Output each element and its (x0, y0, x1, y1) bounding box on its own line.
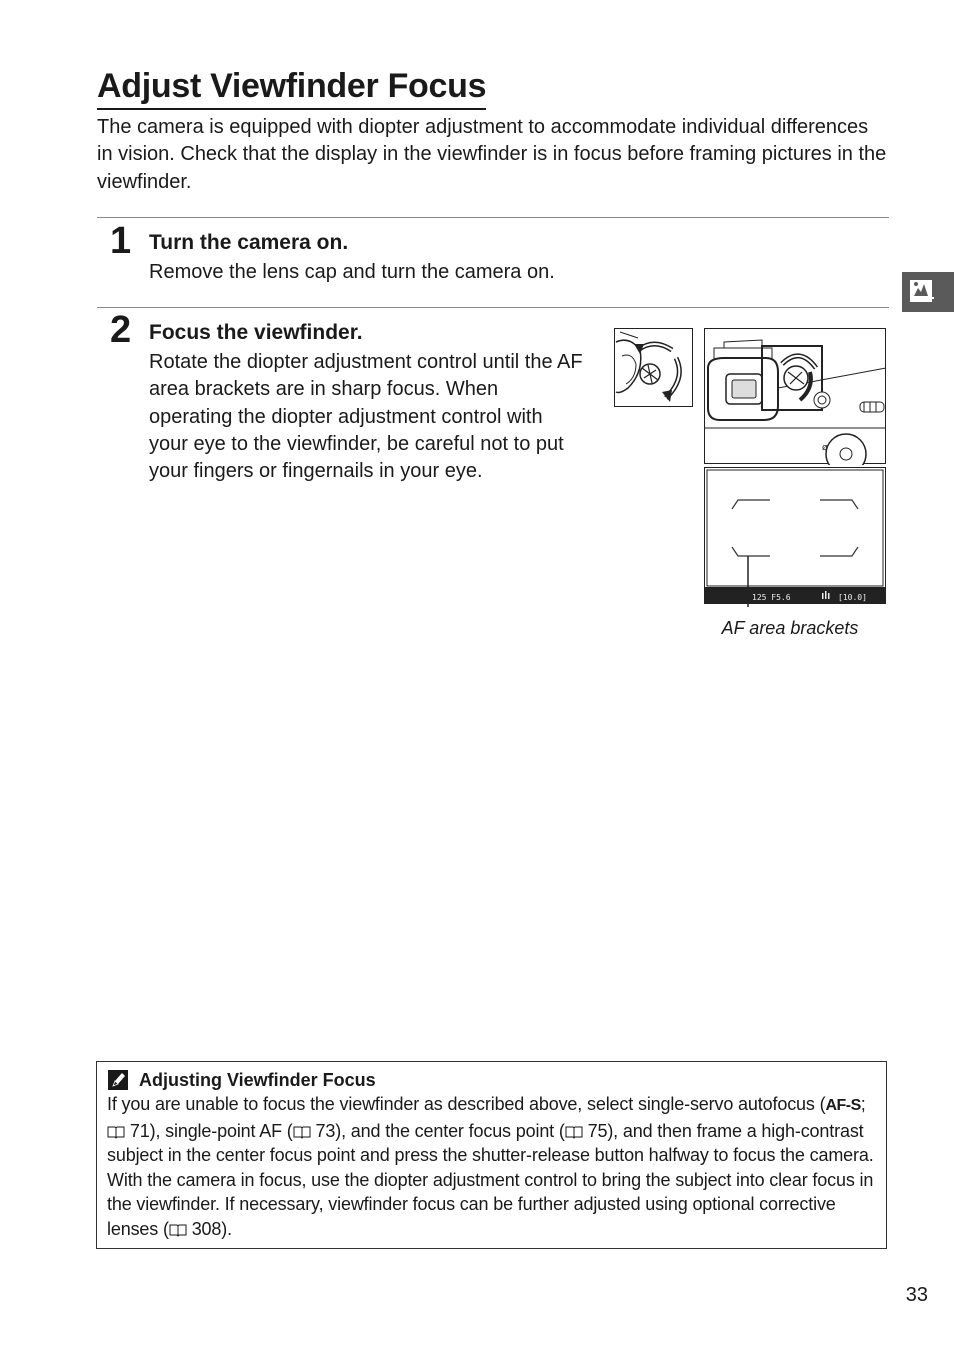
note-text: ; (860, 1094, 866, 1114)
camera-back-illustration (704, 328, 887, 465)
step-number: 1 (110, 220, 132, 262)
pencil-note-icon (107, 1069, 129, 1091)
book-reference-icon (293, 1125, 311, 1139)
note-body (107, 1092, 882, 1242)
page-reference[interactable]: 75 (587, 1120, 608, 1141)
book-reference-icon (169, 1223, 187, 1237)
intro-paragraph: The camera is equipped with diopter adjustment to accommodate individual differences in vision. Check that the display in the viewfinder is in focus before framing pictures in the viewfinder. (97, 116, 887, 193)
book-reference-icon (565, 1125, 583, 1139)
af-mode-label: AF-S (825, 1097, 861, 1114)
step-title: Turn the camera on. (149, 231, 349, 254)
viewfinder-readout: 125 F5.6 (752, 593, 791, 602)
note-text: ), and the center focus point ( (335, 1120, 565, 1141)
note-title: Adjusting Viewfinder Focus (139, 1070, 376, 1090)
page-number: 33 (905, 1284, 928, 1306)
page-reference[interactable]: 73 (315, 1120, 336, 1141)
section-tab[interactable] (902, 272, 954, 312)
page-title: Adjust Viewfinder Focus (97, 64, 486, 110)
viewfinder-display-illustration (704, 467, 887, 607)
book-reference-icon (107, 1125, 125, 1139)
camera-setup-icon (902, 272, 954, 312)
page-reference[interactable]: 308 (191, 1218, 222, 1239)
note-text: If you are unable to focus the viewfinder as described above, select single-servo autofocus ( (107, 1094, 826, 1114)
diopter-closeup-illustration (614, 328, 694, 408)
step-body: Remove the lens cap and turn the camera on. (149, 261, 555, 283)
viewfinder-count: [10.0] (838, 593, 867, 602)
note-box (96, 1061, 887, 1249)
note-text: ), and then frame a high-contrast subject in the center focus point and press the shutter-release button halfway to focus the camera. With the camera in focus, use the diopter adjustment control to bring the subject into clear focus in the viewfinder. If necessary, viewfinder focus can be further adjusted using optional corrective lenses ( (107, 1120, 874, 1239)
note-text: ), single-point AF ( (149, 1120, 293, 1141)
step-divider (97, 217, 889, 218)
svg-text:ø: ø (822, 443, 828, 453)
step-body: Rotate the diopter adjustment control until the AF area brackets are in sharp focus. When operating the diopter adjustment control with your eye to the viewfinder, be careful not to put your fingers or fingernails in your eye. (149, 351, 583, 483)
step-divider (97, 307, 889, 308)
note-text: ). (221, 1218, 232, 1239)
page-reference[interactable]: 71 (129, 1120, 150, 1141)
step-number: 2 (110, 309, 132, 351)
step-title: Focus the viewfinder. (149, 321, 363, 344)
figure-caption: AF area brackets (721, 618, 859, 638)
